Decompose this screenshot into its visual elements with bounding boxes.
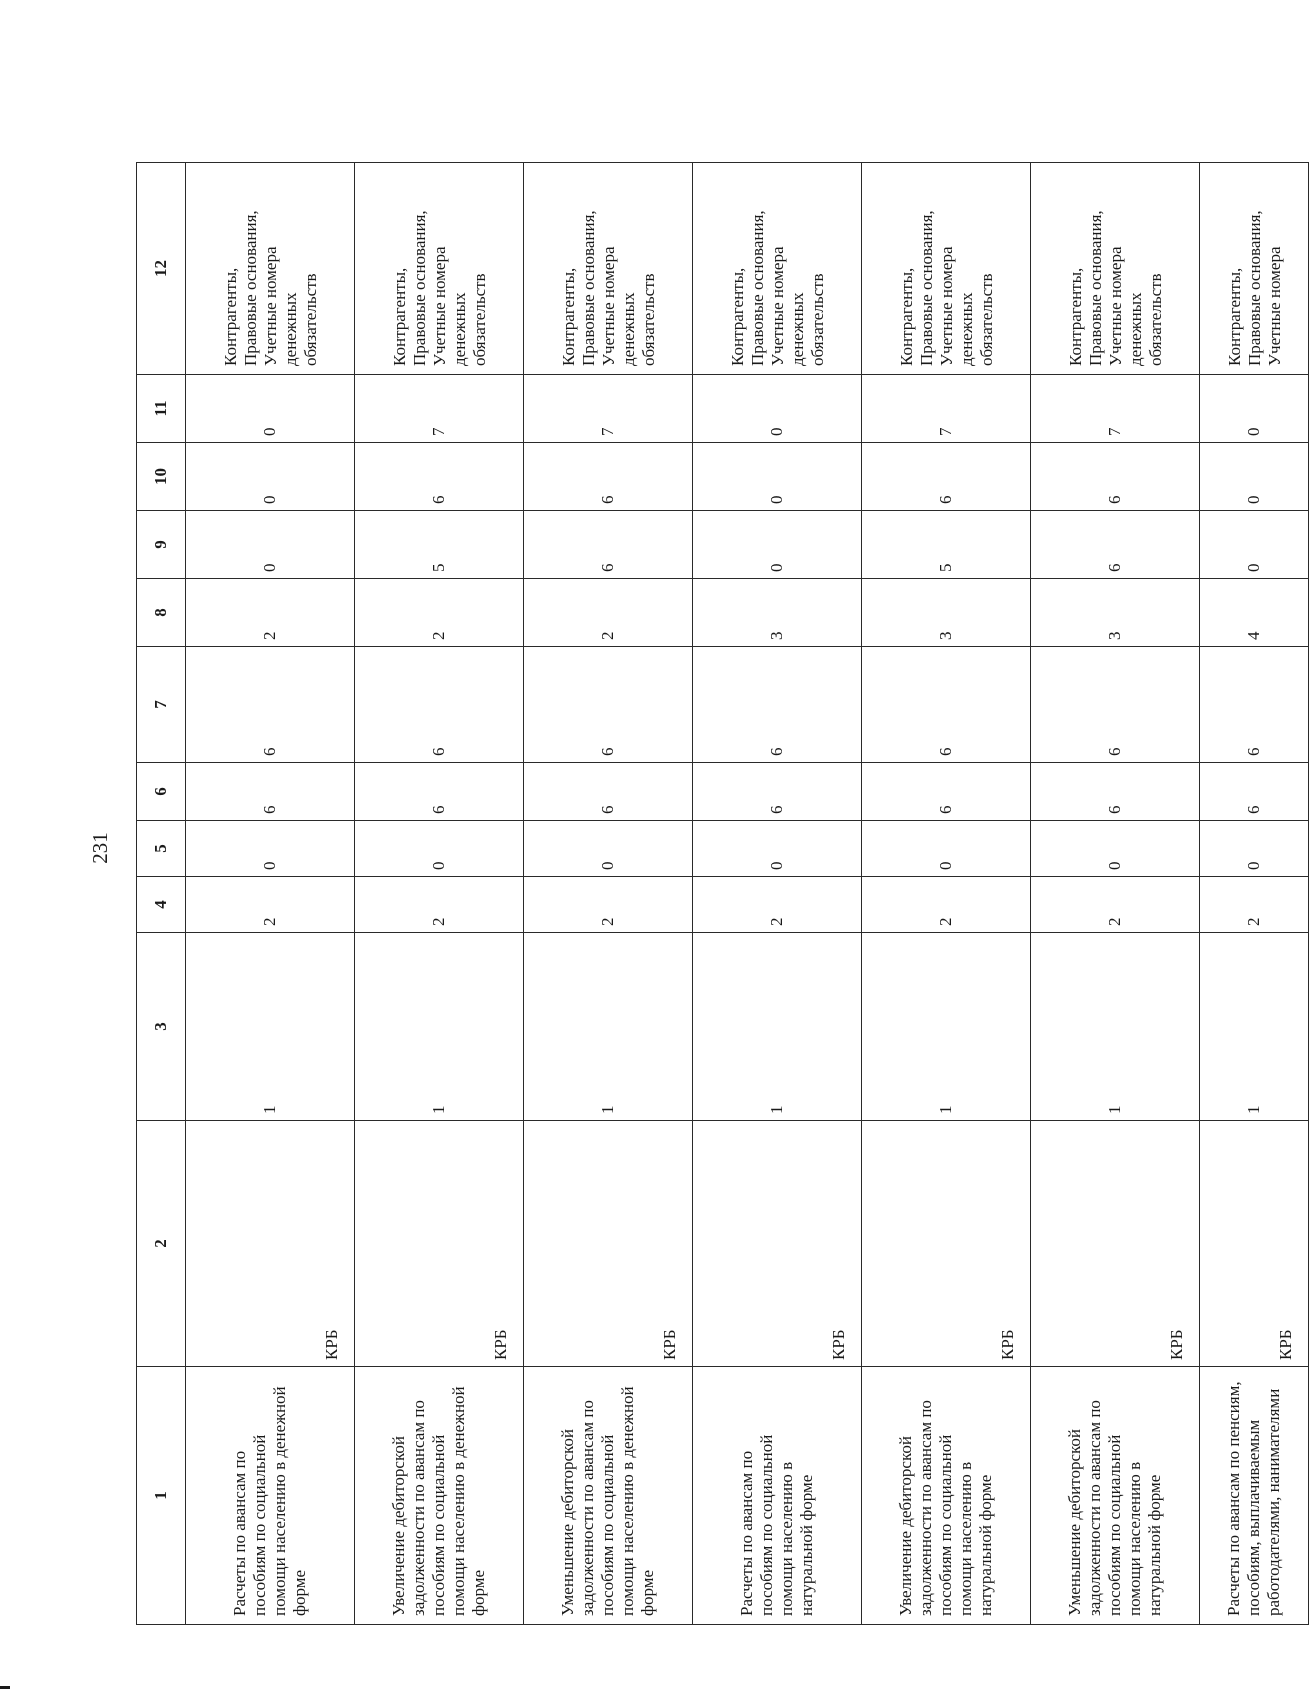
- row-attr-line: денежных: [1126, 292, 1145, 366]
- row-attr-line: Контрагенты,: [390, 267, 409, 366]
- row-col5-cell: 0: [355, 821, 524, 877]
- row-col11-cell: 7: [1031, 375, 1200, 443]
- row-name-cell: [862, 1367, 1031, 1625]
- row-col4-cell: 2: [693, 877, 862, 933]
- row-name-line: помощи населению в: [1125, 1461, 1144, 1616]
- row-name-line: форме: [469, 1569, 488, 1616]
- row-col4-cell: 2: [355, 877, 524, 933]
- row-col8-cell: 2: [355, 579, 524, 647]
- row-col8-cell: 3: [693, 579, 862, 647]
- table-row: [1200, 163, 1309, 1625]
- header-cell-10: 10: [137, 443, 186, 511]
- row-attrs-cell: [524, 163, 693, 375]
- row-col4-cell: 2: [524, 877, 693, 933]
- row-col7-cell: 6: [524, 647, 693, 763]
- row-name-line: задолженности по авансам по: [578, 1400, 597, 1616]
- row-col8-cell: 2: [524, 579, 693, 647]
- row-name-line: Расчеты по авансам по пенсиям,: [1224, 1381, 1243, 1616]
- row-col9-cell: 5: [862, 511, 1031, 579]
- row-attr-line: Правовые основания,: [241, 210, 260, 366]
- row-code-cell: КРБ: [862, 1121, 1031, 1367]
- row-attr-line: Учетные номера: [937, 246, 956, 366]
- row-col10-cell: 0: [693, 443, 862, 511]
- table-row: [1031, 163, 1200, 1625]
- row-name-line: пособиям, выплачиваемым: [1244, 1419, 1263, 1616]
- row-attr-line: Учетные номера: [768, 246, 787, 366]
- row-col3-cell: 1: [862, 933, 1031, 1121]
- row-col7-cell: 6: [693, 647, 862, 763]
- row-col9-cell: 5: [355, 511, 524, 579]
- row-attrs-cell: [693, 163, 862, 375]
- row-name-cell: [186, 1367, 355, 1625]
- row-attr-line: обязательств: [301, 273, 320, 366]
- row-attr-line: Учетные номера: [1106, 246, 1125, 366]
- row-attr-line: Правовые основания,: [579, 210, 598, 366]
- row-col8-cell: 3: [1031, 579, 1200, 647]
- row-col11-cell: 0: [1200, 375, 1309, 443]
- row-code-cell: КРБ: [524, 1121, 693, 1367]
- row-attr-line: денежных: [957, 292, 976, 366]
- table-row: [693, 163, 862, 1625]
- row-attr-line: обязательств: [470, 273, 489, 366]
- row-col3-cell: 1: [1200, 933, 1309, 1121]
- header-cell-4: 4: [137, 877, 186, 933]
- header-cell-9: 9: [137, 511, 186, 579]
- row-name-line: форме: [290, 1569, 309, 1616]
- row-col6-cell: 6: [693, 763, 862, 821]
- row-col10-cell: 6: [1031, 443, 1200, 511]
- row-code-cell: КРБ: [1200, 1121, 1309, 1367]
- row-col3-cell: 1: [355, 933, 524, 1121]
- header-cell-5: 5: [137, 821, 186, 877]
- row-attr-line: денежных: [281, 292, 300, 366]
- header-cell-3: 3: [137, 933, 186, 1121]
- row-attrs-cell: [1200, 163, 1309, 375]
- row-col3-cell: 1: [524, 933, 693, 1121]
- row-name-line: пособиям по социальной: [429, 1434, 448, 1616]
- row-col11-cell: 7: [355, 375, 524, 443]
- row-col7-cell: 6: [862, 647, 1031, 763]
- row-col7-cell: 6: [1031, 647, 1200, 763]
- row-code-cell: КРБ: [355, 1121, 524, 1367]
- header-cell-8: 8: [137, 579, 186, 647]
- row-attr-line: обязательств: [808, 273, 827, 366]
- header-cell-2: 2: [137, 1121, 186, 1367]
- row-col8-cell: 4: [1200, 579, 1309, 647]
- row-name-line: натуральной форме: [1145, 1474, 1164, 1616]
- row-col11-cell: 0: [693, 375, 862, 443]
- row-attr-line: денежных: [788, 292, 807, 366]
- row-attr-line: Правовые основания,: [917, 210, 936, 366]
- row-attr-line: Правовые основания,: [1086, 210, 1105, 366]
- row-col11-cell: 7: [862, 375, 1031, 443]
- row-name-cell: [524, 1367, 693, 1625]
- row-attr-line: Учетные номера: [1265, 246, 1284, 366]
- header-cell-7: 7: [137, 647, 186, 763]
- row-name-cell: [355, 1367, 524, 1625]
- table-row: [186, 163, 355, 1625]
- row-col3-cell: 1: [693, 933, 862, 1121]
- table-header: [137, 163, 186, 1625]
- row-attr-line: Контрагенты,: [1225, 267, 1244, 366]
- row-col6-cell: 6: [355, 763, 524, 821]
- row-attr-line: обязательств: [1146, 273, 1165, 366]
- row-name-line: помощи населению в денежной: [449, 1386, 468, 1616]
- row-name-line: пособиям по социальной: [936, 1434, 955, 1616]
- row-name-line: пособиям по социальной: [757, 1434, 776, 1616]
- row-name-line: помощи населению в: [777, 1461, 796, 1616]
- row-col10-cell: 0: [1200, 443, 1309, 511]
- table-body: [186, 163, 1309, 1625]
- row-col7-cell: 6: [186, 647, 355, 763]
- row-attr-line: Контрагенты,: [1066, 267, 1085, 366]
- row-col11-cell: 0: [186, 375, 355, 443]
- row-col7-cell: 6: [1200, 647, 1309, 763]
- scan-margin-mark: [0, 1686, 10, 1689]
- row-name-line: задолженности по авансам по: [1085, 1400, 1104, 1616]
- row-code-cell: КРБ: [1031, 1121, 1200, 1367]
- row-col5-cell: 0: [186, 821, 355, 877]
- row-col3-cell: 1: [1031, 933, 1200, 1121]
- row-name-line: работодателями, нанимателями: [1264, 1388, 1283, 1616]
- row-name-line: Увеличение дебиторской: [389, 1436, 408, 1616]
- row-name-line: натуральной форме: [797, 1474, 816, 1616]
- row-col10-cell: 6: [355, 443, 524, 511]
- row-attrs-cell: [862, 163, 1031, 375]
- row-attr-line: Контрагенты,: [728, 267, 747, 366]
- row-col10-cell: 6: [524, 443, 693, 511]
- row-col9-cell: 6: [524, 511, 693, 579]
- row-name-line: помощи населению в денежной: [618, 1386, 637, 1616]
- row-attr-line: Контрагенты,: [221, 267, 240, 366]
- row-col5-cell: 0: [1200, 821, 1309, 877]
- row-name-line: помощи населению в: [956, 1461, 975, 1616]
- row-name-cell: [1200, 1367, 1309, 1625]
- row-attr-line: Контрагенты,: [897, 267, 916, 366]
- row-attrs-cell: [186, 163, 355, 375]
- row-name-line: Расчеты по авансам по: [230, 1450, 249, 1616]
- row-attr-line: Учетные номера: [599, 246, 618, 366]
- row-col9-cell: 6: [1031, 511, 1200, 579]
- row-col4-cell: 2: [186, 877, 355, 933]
- row-name-line: помощи населению в денежной: [270, 1386, 289, 1616]
- row-name-line: натуральной форме: [976, 1474, 995, 1616]
- row-attr-line: денежных: [450, 292, 469, 366]
- table-row: [862, 163, 1031, 1625]
- header-cell-12: 12: [137, 163, 186, 375]
- row-name-line: пособиям по социальной: [250, 1434, 269, 1616]
- row-name-line: Уменьшение дебиторской: [1065, 1428, 1084, 1616]
- row-attr-line: Правовые основания,: [1245, 210, 1264, 366]
- row-col4-cell: 2: [1031, 877, 1200, 933]
- row-col6-cell: 6: [1200, 763, 1309, 821]
- row-name-line: форме: [638, 1569, 657, 1616]
- row-code-cell: КРБ: [693, 1121, 862, 1367]
- row-col10-cell: 0: [186, 443, 355, 511]
- row-attr-line: обязательств: [639, 273, 658, 366]
- row-col3-cell: 1: [186, 933, 355, 1121]
- row-attrs-cell: [1031, 163, 1200, 375]
- row-attr-line: Учетные номера: [430, 246, 449, 366]
- row-name-line: задолженности по авансам по: [916, 1400, 935, 1616]
- row-col8-cell: 3: [862, 579, 1031, 647]
- row-code-cell: КРБ: [186, 1121, 355, 1367]
- row-col6-cell: 6: [186, 763, 355, 821]
- accounting-table: [136, 162, 1309, 1625]
- row-col7-cell: 6: [355, 647, 524, 763]
- row-name-cell: [1031, 1367, 1200, 1625]
- row-attrs-cell: [355, 163, 524, 375]
- header-cell-11: 11: [137, 375, 186, 443]
- table-row: [355, 163, 524, 1625]
- row-col4-cell: 2: [862, 877, 1031, 933]
- page-number: 231: [88, 832, 112, 864]
- header-cell-6: 6: [137, 763, 186, 821]
- row-name-line: задолженности по авансам по: [409, 1400, 428, 1616]
- row-col5-cell: 0: [524, 821, 693, 877]
- row-col6-cell: 6: [862, 763, 1031, 821]
- row-name-line: Расчеты по авансам по: [737, 1450, 756, 1616]
- row-attr-line: обязательств: [977, 273, 996, 366]
- row-col5-cell: 0: [862, 821, 1031, 877]
- row-col4-cell: 2: [1200, 877, 1309, 933]
- row-name-line: Уменьшение дебиторской: [558, 1428, 577, 1616]
- row-name-line: пособиям по социальной: [1105, 1434, 1124, 1616]
- row-attr-line: Контрагенты,: [559, 267, 578, 366]
- row-col9-cell: 0: [1200, 511, 1309, 579]
- row-col8-cell: 2: [186, 579, 355, 647]
- row-attr-line: денежных: [619, 292, 638, 366]
- row-col5-cell: 0: [1031, 821, 1200, 877]
- row-col9-cell: 0: [693, 511, 862, 579]
- row-col11-cell: 7: [524, 375, 693, 443]
- row-attr-line: Правовые основания,: [748, 210, 767, 366]
- row-col6-cell: 6: [1031, 763, 1200, 821]
- row-col9-cell: 0: [186, 511, 355, 579]
- row-name-cell: [693, 1367, 862, 1625]
- row-attr-line: Правовые основания,: [410, 210, 429, 366]
- header-cell-1: 1: [137, 1367, 186, 1625]
- row-name-line: пособиям по социальной: [598, 1434, 617, 1616]
- row-col6-cell: 6: [524, 763, 693, 821]
- row-name-line: Увеличение дебиторской: [896, 1436, 915, 1616]
- row-attr-line: Учетные номера: [261, 246, 280, 366]
- row-col5-cell: 0: [693, 821, 862, 877]
- row-col10-cell: 6: [862, 443, 1031, 511]
- rotated-table-container: [136, 163, 1295, 1625]
- header-row: [137, 163, 186, 1625]
- table-row: [524, 163, 693, 1625]
